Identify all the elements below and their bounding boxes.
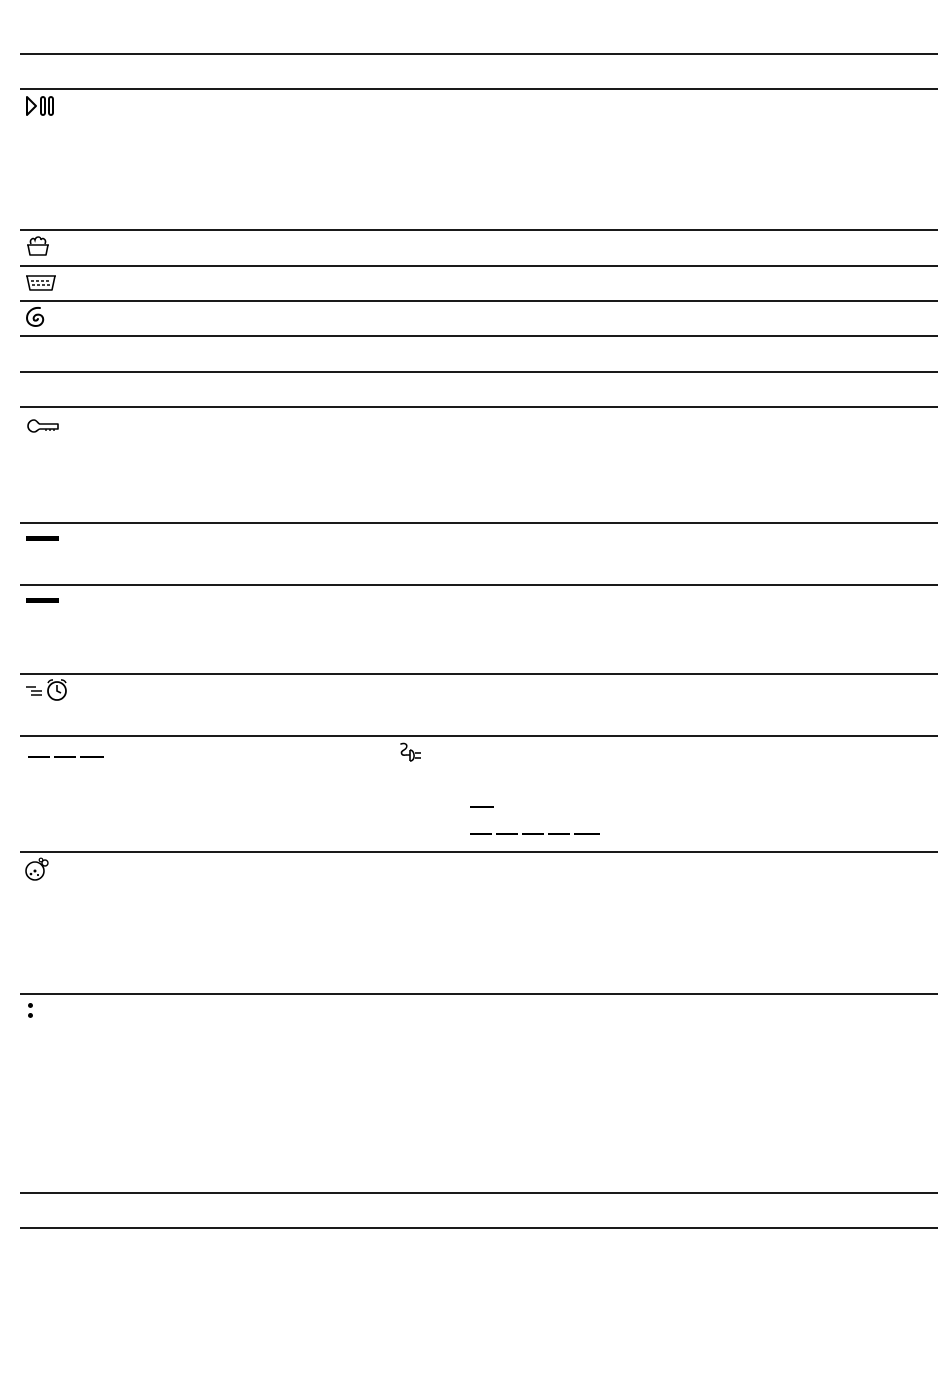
table-rule xyxy=(20,335,938,337)
table-rule xyxy=(20,371,938,373)
bar-indicator-icon xyxy=(26,536,59,541)
table-rule xyxy=(20,851,938,853)
table-rule xyxy=(20,406,938,408)
table-rule xyxy=(20,673,938,675)
table-rule xyxy=(20,265,938,267)
table-rule xyxy=(20,88,938,90)
rinse-icon xyxy=(24,273,58,293)
play-pause-icon xyxy=(24,95,60,117)
table-rule xyxy=(20,993,938,995)
drum-clean-icon xyxy=(24,857,52,883)
table-rule xyxy=(20,1227,938,1229)
table-rule xyxy=(20,584,938,586)
table-rule xyxy=(20,300,938,302)
bar-indicator-icon xyxy=(26,598,59,603)
table-rule xyxy=(20,1192,938,1194)
table-rule xyxy=(20,735,938,737)
table-rule xyxy=(20,53,938,55)
child-lock-key-icon xyxy=(24,417,60,435)
plug-icon xyxy=(397,741,425,765)
spin-icon xyxy=(24,305,48,329)
table-rule xyxy=(20,229,938,231)
symbol-table xyxy=(20,0,938,1392)
prewash-icon xyxy=(24,235,52,259)
finish-time-icon xyxy=(24,678,70,702)
table-rule xyxy=(20,522,938,524)
